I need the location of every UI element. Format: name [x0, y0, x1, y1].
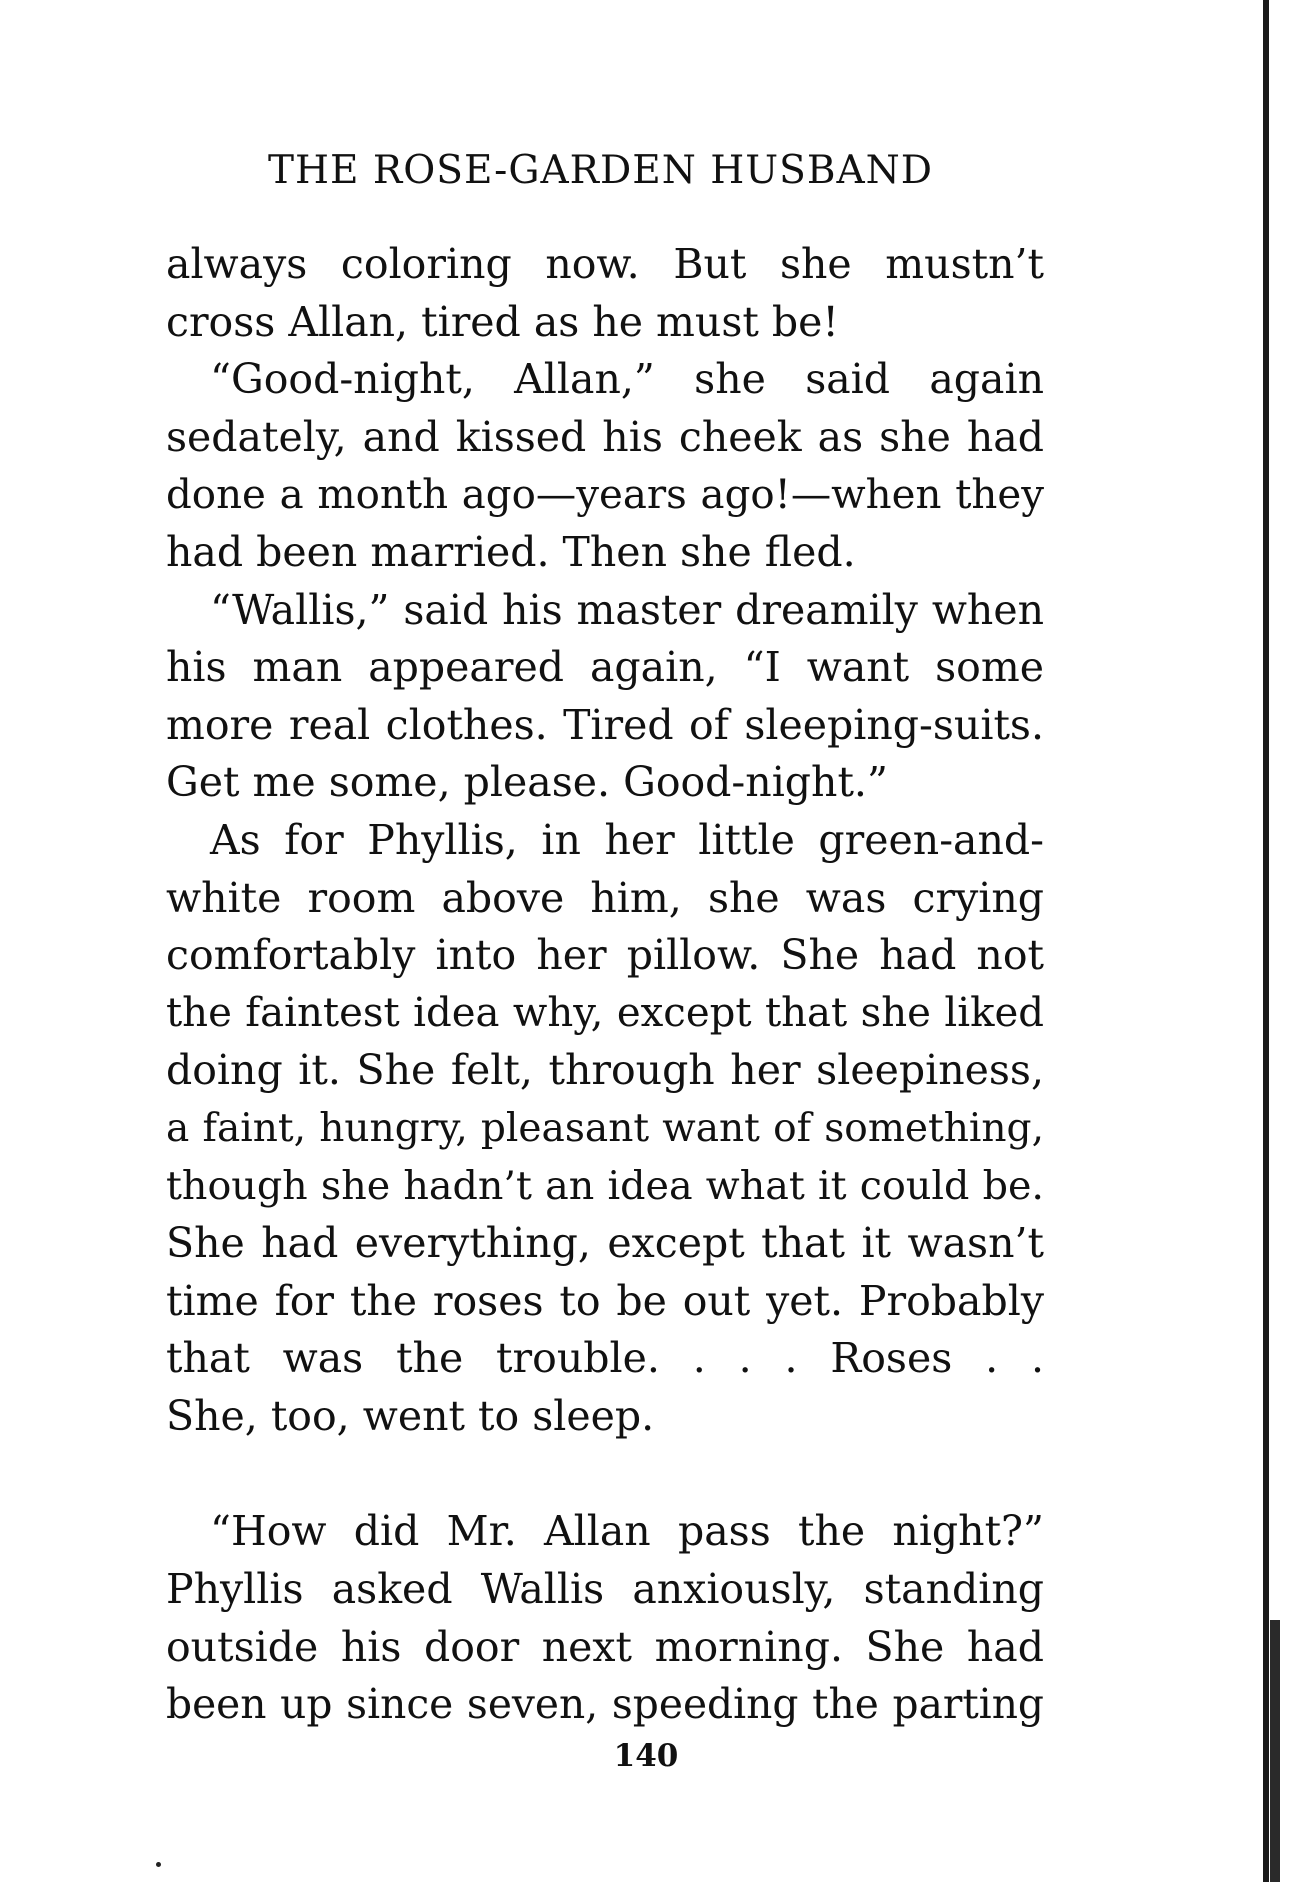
ink-speck: [156, 1862, 161, 1867]
text-line: “Wallis,” said his master dreamily when: [210, 585, 1044, 634]
text-line: done a month ago—years ago!—when they: [166, 471, 1044, 519]
running-head: THE ROSE-GARDEN HUSBAND: [268, 148, 934, 193]
text-line: Phyllis asked Wallis anxiously, standing: [166, 1565, 1044, 1614]
text-line: his man appeared again, “I want some: [166, 643, 1044, 692]
text-line: Get me some, please. Good-night.”: [166, 758, 888, 807]
body-text: [166, 236, 1044, 1734]
text-line: been up since seven, speeding the parting: [166, 1680, 1044, 1729]
text-line: “How did Mr. Allan pass the night?”: [210, 1507, 1044, 1556]
text-line: She had everything, except that it wasn’t: [166, 1219, 1044, 1268]
binding-edge: [1263, 0, 1269, 1882]
text-line: time for the roses to be out yet. Probably: [166, 1276, 1044, 1325]
text-line: always coloring now. But she mustn’t: [166, 240, 1044, 288]
text-line: She, too, went to sleep.: [166, 1391, 655, 1440]
text-line: that was the trouble. . . . Roses . .: [166, 1334, 1044, 1383]
text-line: the faintest idea why, except that she liked: [166, 989, 1044, 1036]
page-number: 140: [613, 1738, 679, 1774]
text-line: though she hadn’t an idea what it could be.: [166, 1162, 1044, 1209]
text-line: “Good-night, Allan,” she said again: [210, 355, 1044, 404]
text-line: doing it. She felt, through her sleepiness,: [166, 1046, 1044, 1095]
text-line: had been married. Then she fled.: [166, 527, 856, 576]
text-line: more real clothes. Tired of sleeping-suits.: [166, 700, 1044, 749]
section-break: [166, 1445, 1044, 1503]
text-line: comfortably into her pillow. She had not: [166, 931, 1044, 980]
text-line: As for Phyllis, in her little green-and-: [210, 815, 1044, 864]
text-line: cross Allan, tired as he must be!: [166, 297, 839, 346]
text-line: sedately, and kissed his cheek as she had: [166, 412, 1044, 461]
text-line: outside his door next morning. She had: [166, 1622, 1044, 1671]
text-line: white room above him, she was crying: [166, 873, 1044, 922]
text-line: a faint, hungry, pleasant want of something,: [166, 1105, 1044, 1151]
binding-edge-shadow: [1270, 1620, 1280, 1882]
